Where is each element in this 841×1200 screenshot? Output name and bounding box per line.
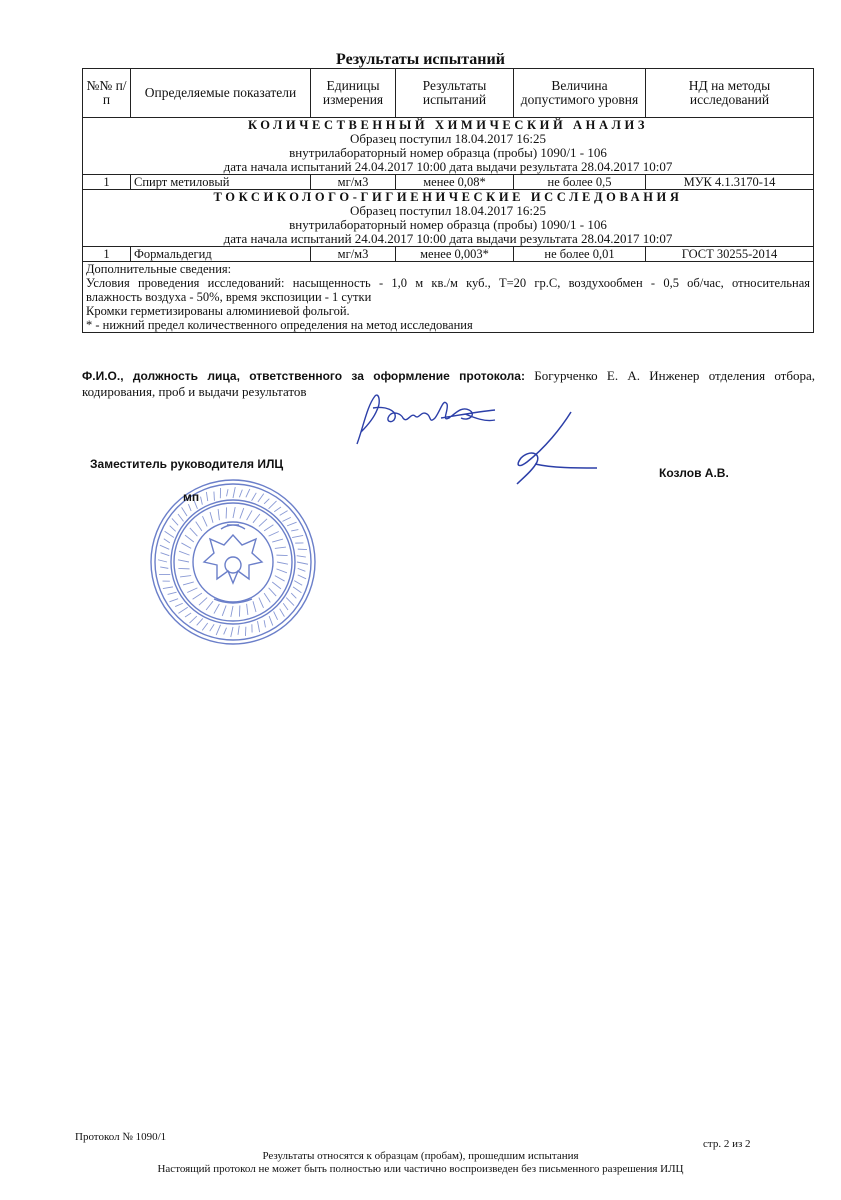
table-row [83, 175, 814, 190]
responsible-value: Богурченко Е. А. Инженер отделения отбора, кодирования, проб и выдачи результатов [82, 368, 815, 399]
seal-place-label: мп [183, 490, 200, 504]
results-table [82, 68, 814, 333]
footer-page-number: стр. 2 из 2 [703, 1138, 751, 1150]
row-number: 1 [83, 247, 131, 262]
deputy-label: Заместитель руководителя ИЛЦ [90, 457, 284, 471]
additional-info-row [83, 262, 814, 333]
section-title: ТОКСИКОЛОГО-ГИГИЕНИЧЕСКИЕ ИССЛЕДОВАНИЯ [213, 190, 683, 204]
header-unit: Единицы измерения [311, 69, 396, 118]
deputy-name: Козлов А.В. [659, 466, 729, 480]
responsible-label: Ф.И.О., должность лица, ответственного за оформление протокола: [82, 369, 525, 383]
row-method: МУК 4.1.3170-14 [646, 175, 814, 190]
footer-note-1: Результаты относятся к образцам (пробам), прошедшим испытания [262, 1150, 579, 1162]
lab-number: внутрилабораторный номер образца (пробы) 1090/1 - 106 [289, 145, 607, 160]
row-result: менее 0,003* [396, 247, 514, 262]
section-header-chemical [83, 118, 814, 175]
row-indicator: Формальдегид [131, 247, 311, 262]
responsible-signature [345, 388, 505, 448]
deputy-signature [505, 408, 600, 488]
footer-note-2: Настоящий протокол не может быть полностью или частично воспроизведен без письменного разрешения ИЛЦ [157, 1163, 684, 1175]
header-number: №№ п/п [83, 69, 131, 118]
table-row [83, 247, 814, 262]
official-seal [148, 477, 318, 647]
notes-conditions-line1: Условия проведения исследований: насыщенность - 1,0 м кв./м куб., Т=20 гр.С, воздухообмен - 0,5 об/час, относительная [86, 276, 810, 290]
sample-received: Образец поступил 18.04.2017 16:25 [350, 131, 546, 146]
header-method: НД на методы исследований [646, 69, 814, 118]
notes-heading: Дополнительные сведения: [86, 262, 232, 276]
footer-protocol-number: Протокол № 1090/1 [75, 1131, 167, 1143]
lab-number: внутрилабораторный номер образца (пробы) 1090/1 - 106 [289, 217, 607, 232]
row-result: менее 0,08* [396, 175, 514, 190]
table-header-row [83, 69, 814, 118]
row-limit: не более 0,5 [514, 175, 646, 190]
notes-footnote: * - нижний предел количественного определения на метод исследования [86, 318, 473, 332]
row-method: ГОСТ 30255-2014 [646, 247, 814, 262]
row-unit: мг/м3 [311, 247, 396, 262]
row-unit: мг/м3 [311, 175, 396, 190]
document-title: Результаты испытаний [336, 51, 505, 68]
row-limit: не более 0,01 [514, 247, 646, 262]
section-title: КОЛИЧЕСТВЕННЫЙ ХИМИЧЕСКИЙ АНАЛИЗ [247, 118, 649, 132]
notes-sealing: Кромки герметизированы алюминиевой фольгой. [86, 304, 350, 318]
header-limit: Величина допустимого уровня [514, 69, 646, 118]
header-indicator: Определяемые показатели [131, 69, 311, 118]
row-indicator: Спирт метиловый [131, 175, 311, 190]
header-result: Результаты испытаний [396, 69, 514, 118]
test-dates: дата начала испытаний 24.04.2017 10:00 дата выдачи результата 28.04.2017 10:07 [223, 231, 673, 246]
test-dates: дата начала испытаний 24.04.2017 10:00 дата выдачи результата 28.04.2017 10:07 [223, 159, 673, 174]
section-header-toxicology [83, 190, 814, 247]
sample-received: Образец поступил 18.04.2017 16:25 [350, 203, 546, 218]
notes-conditions-line2: влажность воздуха - 50%, время экспозиции - 1 сутки [86, 290, 372, 304]
row-number: 1 [83, 175, 131, 190]
